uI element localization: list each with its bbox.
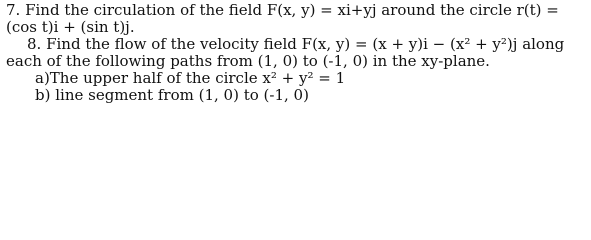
problem-8-part-a: a)The upper half of the circle x² + y² = 1 [35,69,346,87]
problem-7-line-1: 7. Find the circulation of the field F(x, y) = xi+yj around the circle r(t) = [6,1,559,19]
problem-8-line-2: each of the following paths from (1, 0) to (-1, 0) in the xy-plane. [6,52,490,70]
problem-8-line-1: 8. Find the flow of the velocity field F(x, y) = (x + y)i − (x² + y²)j along [27,35,565,53]
problem-7-line-2: (cos t)i + (sin t)j. [6,18,135,36]
problem-8-part-b: b) line segment from (1, 0) to (-1, 0) [35,86,309,104]
